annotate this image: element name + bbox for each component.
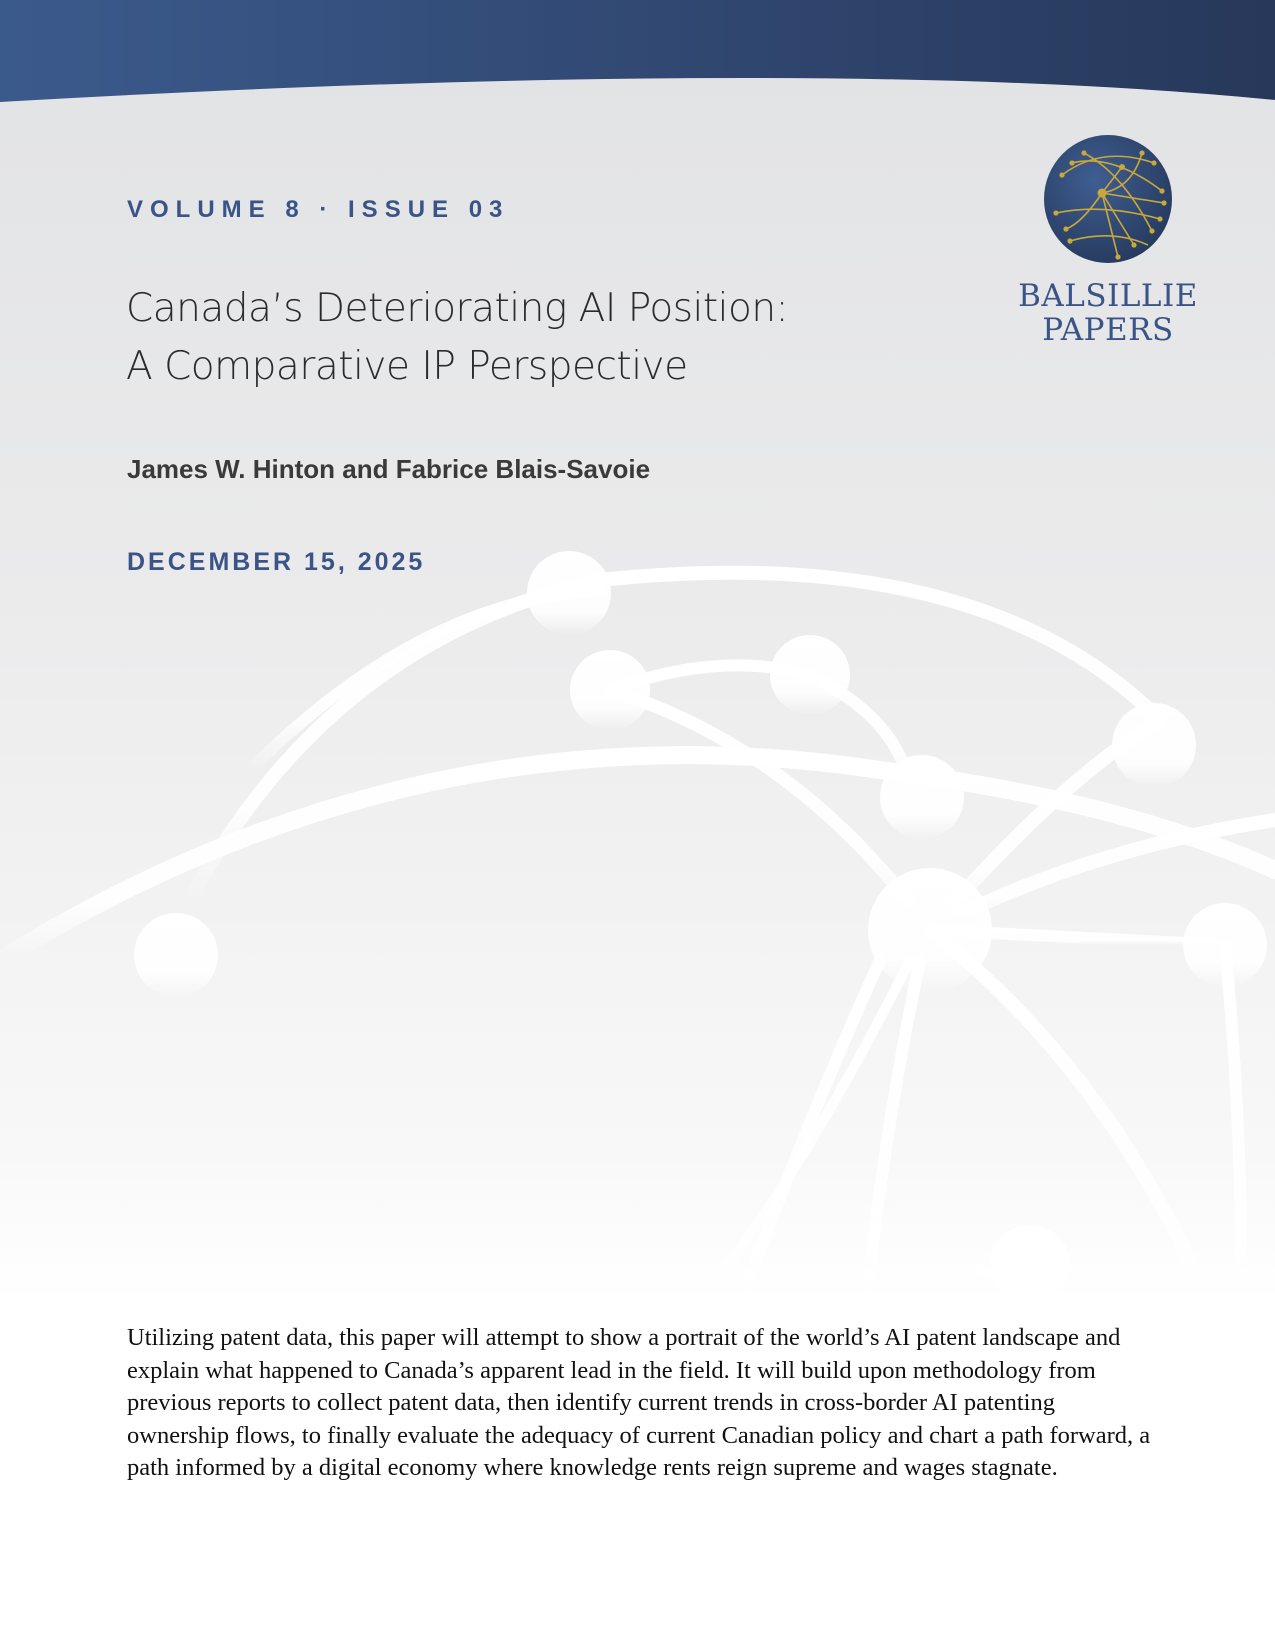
logo-wordmark — [1008, 279, 1208, 347]
abstract-paragraph: Utilizing patent data, this paper will attempt to show a portrait of the world’s AI patent landscape and explain what happened to Canada’s apparent lead in the field. It will build upon methodology from previous reports to collect patent data, then identify current trends in cross-border AI patenting ownership flows, to finally evaluate the adequacy of current Canadian policy and chart a path forward, a path informed by a digital economy where knowledge rents reign supreme and wages stagnate. — [127, 1324, 1151, 1481]
logo-line-1: BALSILLIE — [1018, 278, 1198, 314]
header-band — [0, 0, 1275, 110]
balsillie-papers-logo — [1008, 133, 1208, 347]
page-title — [126, 280, 946, 396]
authors: James W. Hinton and Fabrice Blais-Savoie — [127, 454, 651, 484]
issue-line: VOLUME 8 · ISSUE 03 — [127, 196, 510, 223]
title-line-2: A Comparative IP Perspective — [126, 344, 688, 389]
publication-date: DECEMBER 15, 2025 — [127, 548, 426, 576]
title-line-1: Canada’s Deteriorating AI Position: — [126, 286, 789, 331]
logo-line-2: PAPERS — [1042, 312, 1174, 348]
network-globe-icon — [1042, 133, 1174, 265]
